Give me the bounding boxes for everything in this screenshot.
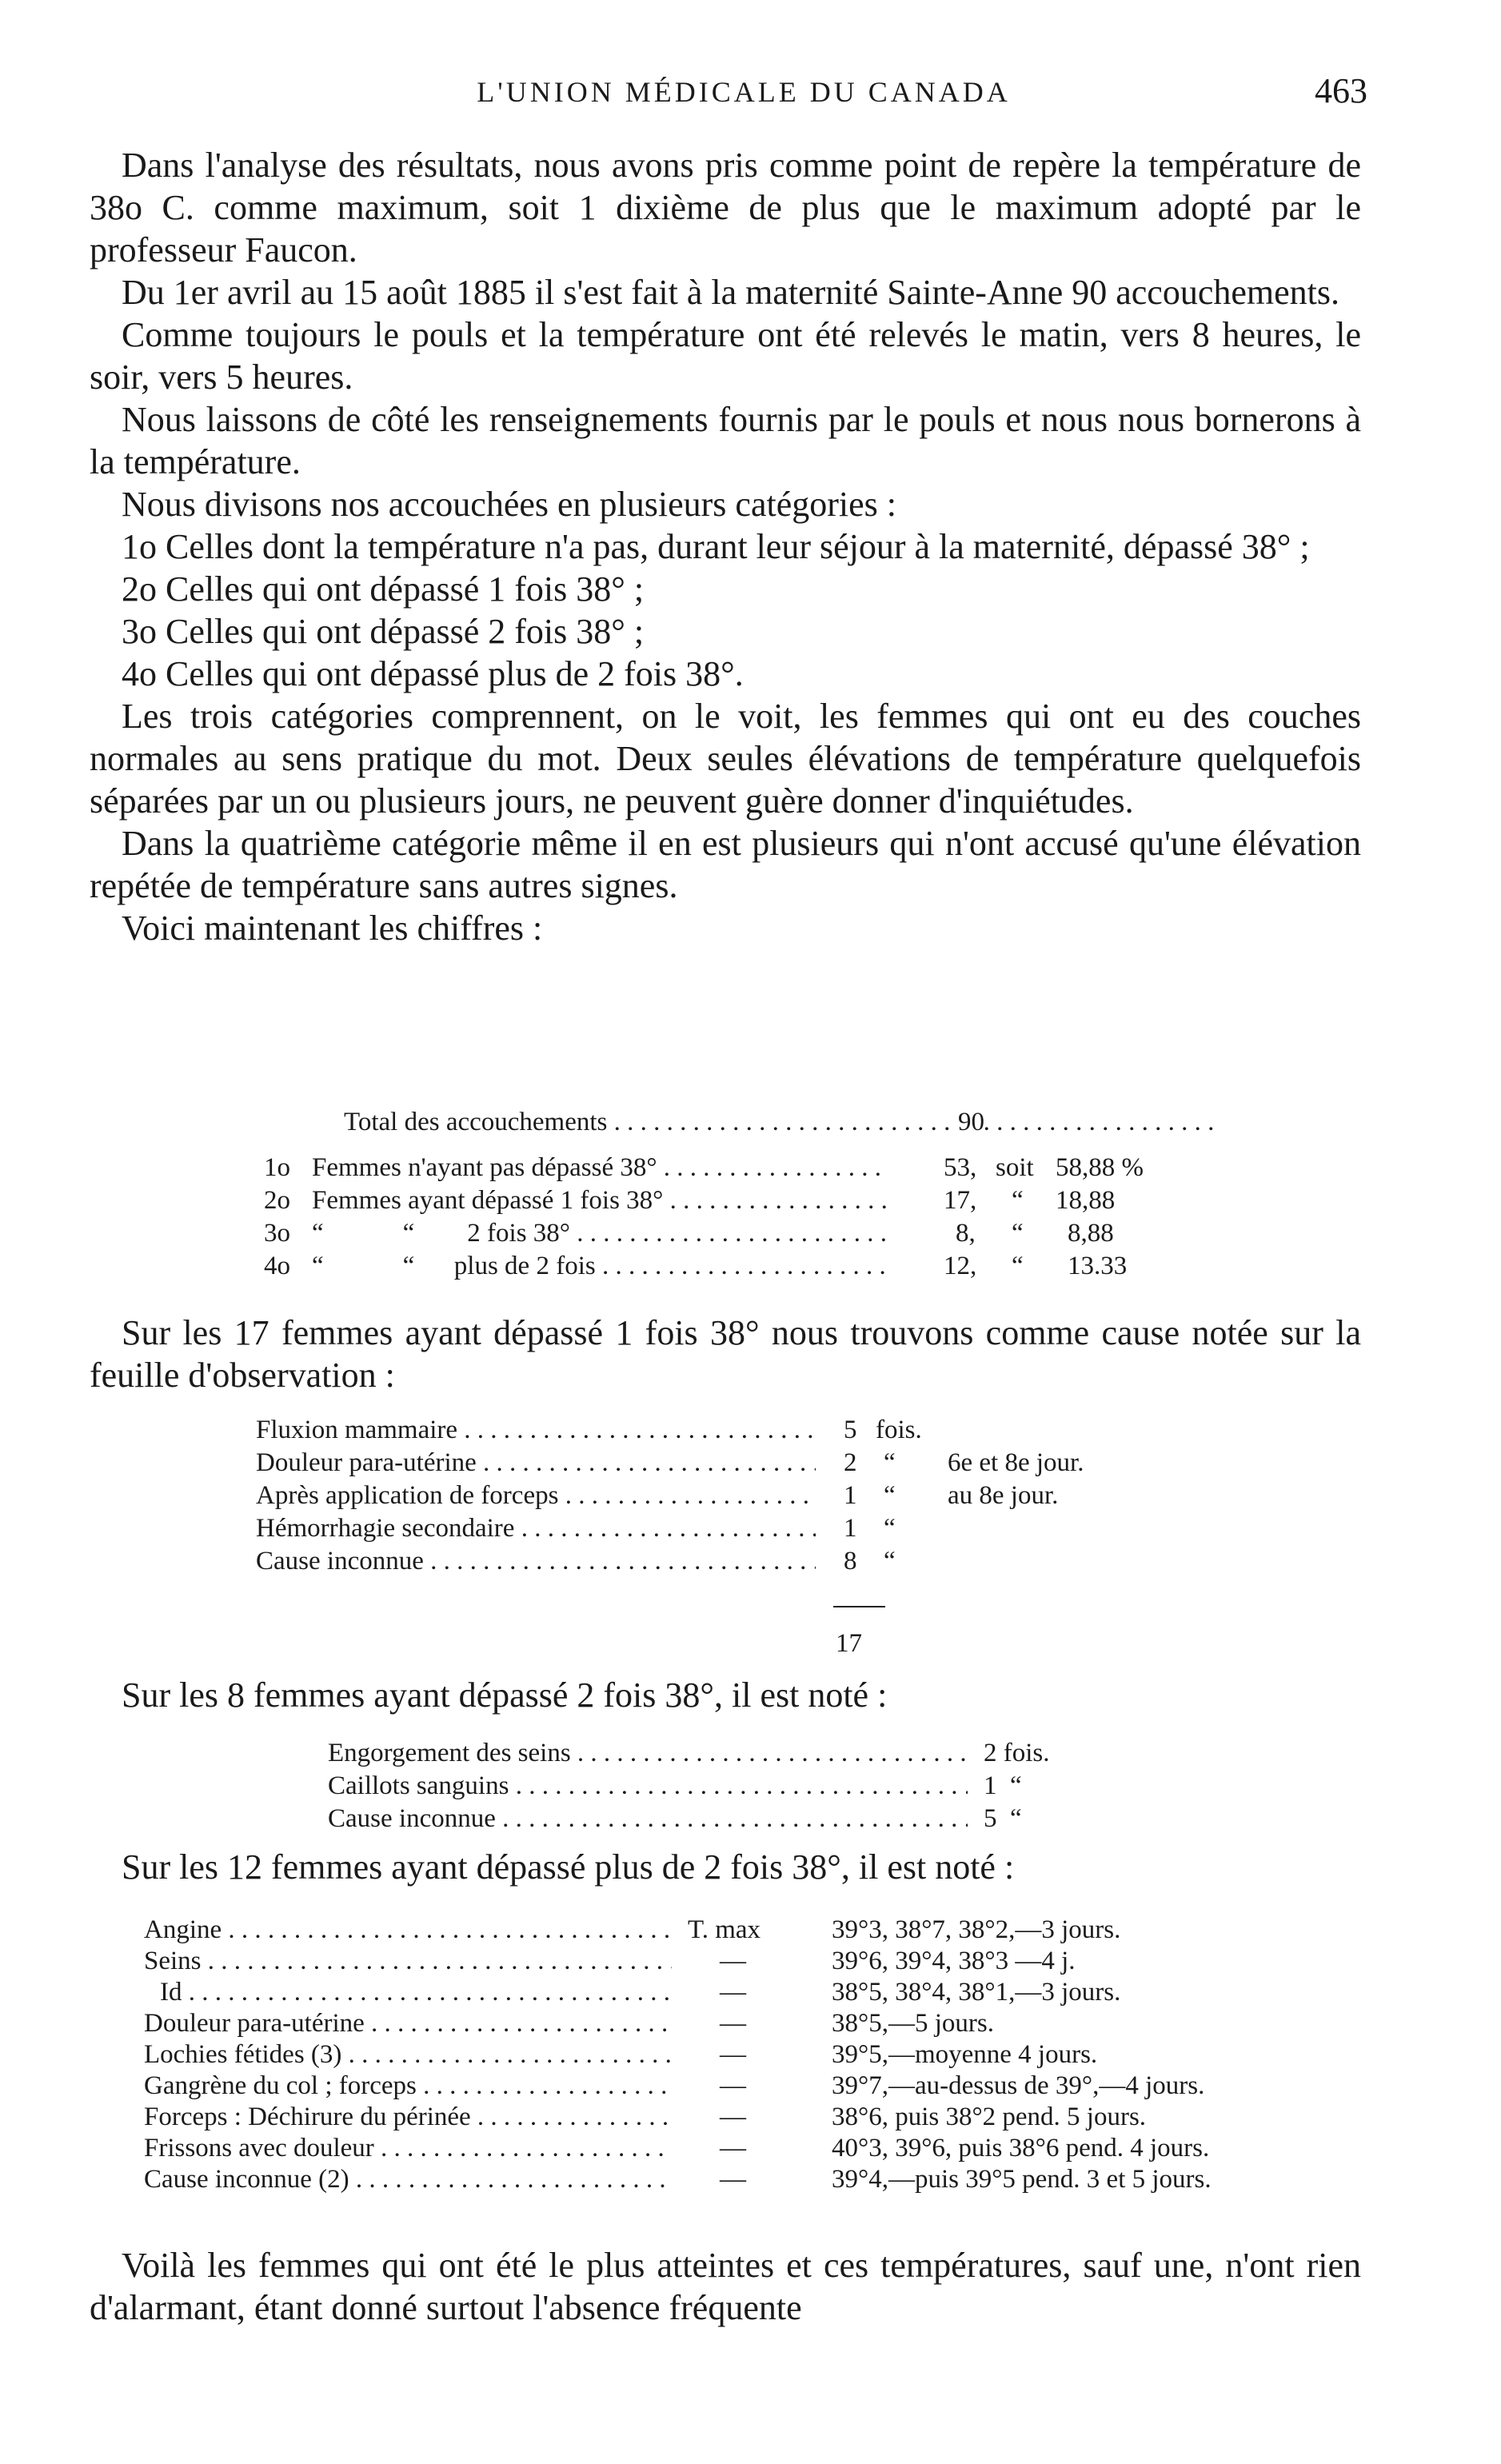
causes-8-table [328, 1737, 1128, 1835]
cause-col: — [720, 2165, 746, 2194]
row-count: 17, [944, 1186, 977, 1215]
table-row [144, 1915, 1375, 1946]
category-item: 4o Celles qui ont dépassé plus de 2 fois 38°. [122, 654, 744, 693]
row-pct: 18,88 [1056, 1186, 1116, 1215]
cause-detail: 39°5,—moyenne 4 jours. [832, 2040, 1098, 2069]
paragraph: Sur les 8 femmes ayant dépassé 2 fois 38°, il est noté : [122, 1675, 888, 1715]
paragraph: Nous laissons de côté les renseignements fournis par le pouls et nous nous bornerons à la température. [90, 400, 1361, 481]
cause-col: — [720, 1978, 746, 2007]
paragraph: Du 1er avril au 15 août 1885 il s'est fait à la maternité Sainte-Anne 90 accouchements. [122, 273, 1339, 312]
row-number: 3o [264, 1219, 290, 1248]
table-row [264, 1152, 1200, 1184]
cause-value: 5 “ [984, 1804, 1022, 1833]
row-pct-prefix: “ [1012, 1186, 1024, 1215]
cause-label: Caillots sanguins . . . [328, 1770, 968, 1803]
table-row [144, 2164, 1375, 2195]
paragraph: Dans la quatrième catégorie même il en est plusieurs qui n'ont accusé qu'une élévation repétée de température sans autres signes. [90, 824, 1361, 905]
total-value: 90 [952, 1106, 984, 1139]
cause-detail: 38°5, 38°4, 38°1,—3 jours. [832, 1978, 1121, 2007]
cause-unit: “ [884, 1481, 896, 1510]
row-count: 12, [944, 1252, 977, 1280]
table-row [144, 1946, 1375, 1977]
row-pct-prefix: soit [996, 1153, 1034, 1182]
cause-count: 1 [844, 1514, 857, 1543]
cause-col: T. max [688, 1915, 761, 1944]
cause-detail: 40°3, 39°6, puis 38°6 pend. 4 jours. [832, 2134, 1210, 2162]
cause-label: Engorgement des seins . . . [328, 1737, 968, 1770]
table-row [144, 2039, 1375, 2071]
table-row [144, 2133, 1375, 2164]
cause-note: 6e et 8e jour. [948, 1448, 1084, 1477]
row-count: 53, [944, 1153, 977, 1182]
paragraph: Voici maintenant les chiffres : [122, 909, 543, 948]
table-row [264, 1250, 1200, 1283]
body-text-17 [90, 1312, 1361, 1396]
cause-detail: 39°4,—puis 39°5 pend. 3 et 5 jours. [832, 2165, 1212, 2194]
cause-detail: 39°6, 39°4, 38°3 —4 j. [832, 1947, 1076, 1975]
cause-detail: 38°5,—5 jours. [832, 2009, 994, 2038]
body-text-8 [90, 1674, 1361, 1716]
table-row [256, 1512, 1216, 1545]
sum-rule [833, 1606, 885, 1607]
row-pct: 58,88 % [1056, 1153, 1144, 1182]
cause-label: Lochies fétides (3) . . . [144, 2039, 672, 2070]
table-row [328, 1803, 1128, 1835]
causes-17-total: 17 [836, 1629, 862, 1658]
running-head [120, 69, 1367, 117]
cause-label: Après application de forceps . . . [256, 1480, 816, 1512]
table-row [256, 1447, 1216, 1480]
cause-unit: “ [884, 1547, 896, 1575]
table-row [328, 1770, 1128, 1803]
page-number: 463 [1315, 71, 1367, 110]
table-row [144, 2008, 1375, 2039]
table-row [256, 1545, 1216, 1578]
row-label: Femmes ayant dépassé 1 fois 38° . . . [312, 1184, 888, 1217]
cause-label: Gangrène du col ; forceps . . . [144, 2071, 672, 2101]
cause-unit: “ [884, 1514, 896, 1543]
body-text-12 [90, 1846, 1361, 1888]
running-title: L'UNION MÉDICALE DU CANADA [477, 76, 1011, 108]
cause-detail: 38°6, puis 38°2 pend. 5 jours. [832, 2103, 1147, 2131]
category-item: 1o Celles dont la température n'a pas, durant leur séjour à la maternité, dépassé 38° ; [122, 527, 1310, 566]
cause-label: Cause inconnue . . . [328, 1803, 968, 1835]
totals-table [264, 1106, 1200, 1283]
paragraph: Dans l'analyse des résultats, nous avons pris comme point de repère la température de 38o C. comme maximum, soit 1 dixième de plus que le maximum adopté par le professeur Faucon. [90, 146, 1361, 270]
cause-count: 8 [844, 1547, 857, 1575]
paragraph: Comme toujours le pouls et la température ont été relevés le matin, vers 8 heures, le soir, vers 5 heures. [90, 315, 1361, 397]
cause-count: 5 [844, 1416, 857, 1444]
cause-label: Cause inconnue (2) . . . [144, 2164, 672, 2194]
cause-value: 1 “ [984, 1771, 1022, 1800]
table-row [264, 1184, 1200, 1217]
row-number: 2o [264, 1186, 290, 1215]
row-count: 8, [956, 1219, 976, 1248]
paragraph: Sur les 17 femmes ayant dépassé 1 fois 38° nous trouvons comme cause notée sur la feuille d'observation : [90, 1313, 1361, 1395]
cause-label: Seins . . . [144, 1946, 672, 1976]
cause-count: 1 [844, 1481, 857, 1510]
table-row [256, 1414, 1216, 1447]
cause-label: Frissons avec douleur . . . [144, 2133, 672, 2163]
cause-label: Cause inconnue . . . [256, 1545, 816, 1578]
row-label: Femmes n'ayant pas dépassé 38° . . . [312, 1152, 888, 1184]
row-label: “ “ 2 fois 38° . . . [312, 1217, 888, 1250]
table-row [328, 1737, 1128, 1770]
cause-value: 2 fois. [984, 1739, 1050, 1767]
cause-col: — [720, 2134, 746, 2162]
cause-label: Fluxion mammaire . . . [256, 1414, 816, 1447]
body-text-final [90, 2244, 1361, 2329]
table-row [144, 1977, 1375, 2008]
paragraph: Les trois catégories comprennent, on le voit, les femmes qui ont eu des couches normales au sens pratique du mot. Deux seules élévations de température quelquefois séparées par un ou plusieurs jours, ne peuvent guère donner d'inquiétudes. [90, 697, 1361, 821]
cause-label: Id . . . [160, 1977, 672, 2007]
cause-label: Douleur para-utérine . . . [144, 2008, 672, 2039]
cause-unit: fois. [876, 1416, 922, 1444]
paragraph: Sur les 12 femmes ayant dépassé plus de 2 fois 38°, il est noté : [122, 1847, 1015, 1887]
paragraph: Voilà les femmes qui ont été le plus atteintes et ces températures, sauf une, n'ont rien d'alarmant, étant donné surtout l'absence fréquente [90, 2246, 1361, 2327]
body-text-top [90, 144, 1361, 949]
category-item: 2o Celles qui ont dépassé 1 fois 38° ; [122, 569, 645, 609]
cause-detail: 39°7,—au-dessus de 39°,—4 jours. [832, 2071, 1205, 2100]
cause-col: — [720, 2071, 746, 2100]
category-item: 3o Celles qui ont dépassé 2 fois 38° ; [122, 612, 645, 651]
table-row [264, 1106, 1200, 1139]
row-number: 4o [264, 1252, 290, 1280]
table-row [264, 1217, 1200, 1250]
paragraph: Nous divisons nos accouchées en plusieurs catégories : [122, 485, 896, 524]
cause-count: 2 [844, 1448, 857, 1477]
cause-col: — [720, 2103, 746, 2131]
row-label: “ “ plus de 2 fois . . . [312, 1250, 888, 1283]
row-pct-prefix: “ [1012, 1219, 1024, 1248]
cause-col: — [720, 2009, 746, 2038]
row-pct-prefix: “ [1012, 1252, 1024, 1280]
row-pct: 13.33 [1068, 1252, 1128, 1280]
table-row [144, 2071, 1375, 2102]
cause-col: — [720, 1947, 746, 1975]
table-row [256, 1480, 1216, 1512]
causes-12-table [144, 1915, 1375, 2195]
cause-col: — [720, 2040, 746, 2069]
cause-note: au 8e jour. [948, 1481, 1059, 1510]
cause-label: Hémorrhagie secondaire . . . [256, 1512, 816, 1545]
causes-17-table [256, 1414, 1216, 1578]
cause-detail: 39°3, 38°7, 38°2,—3 jours. [832, 1915, 1121, 1944]
cause-label: Forceps : Déchirure du périnée . . . [144, 2102, 672, 2132]
row-pct: 8,88 [1068, 1219, 1114, 1248]
cause-unit: “ [884, 1448, 896, 1477]
cause-label: Angine . . . [144, 1915, 672, 1945]
table-row [144, 2102, 1375, 2133]
cause-label: Douleur para-utérine . . . [256, 1447, 816, 1480]
total-label: Total des accouchements . . . [344, 1106, 1216, 1139]
row-number: 1o [264, 1153, 290, 1182]
